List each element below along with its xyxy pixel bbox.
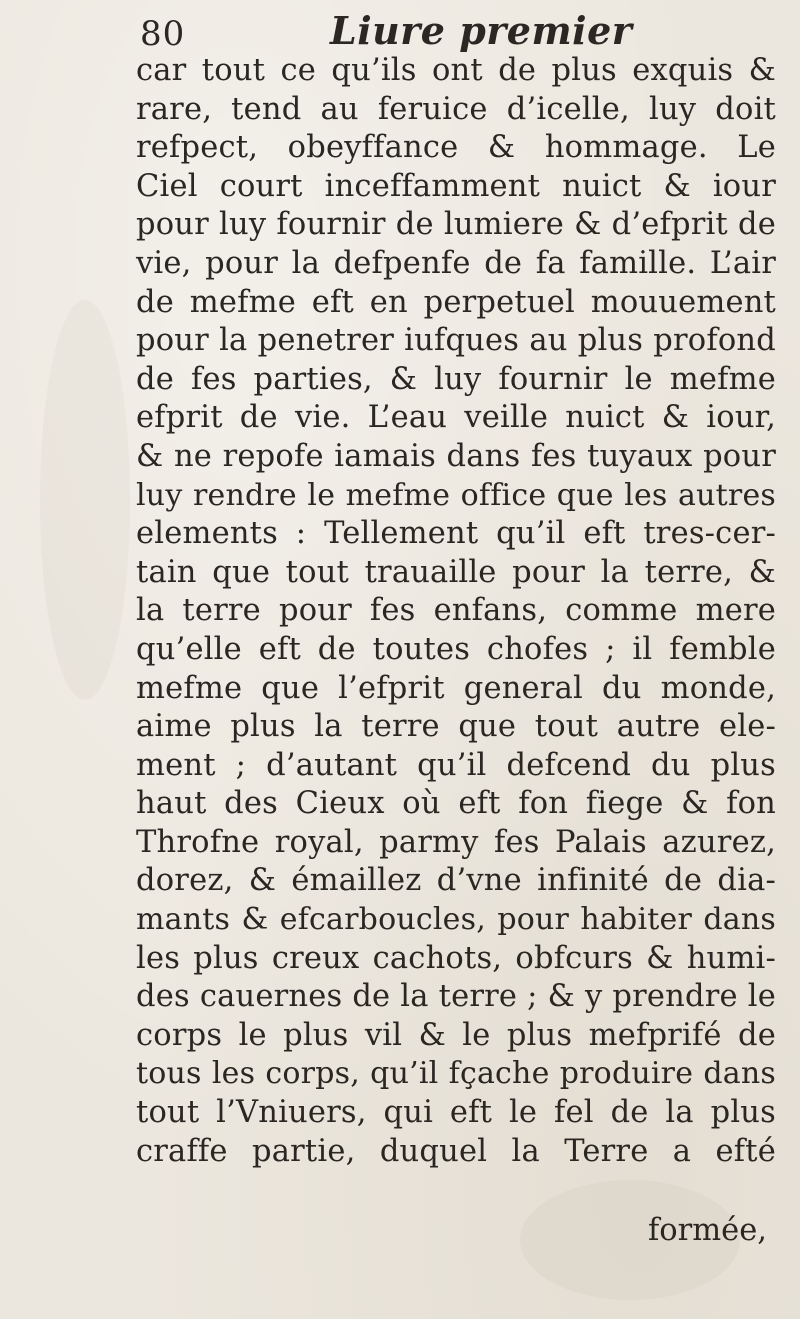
text-line: elements : Tellement qu’il eft tres-cer- (136, 516, 776, 552)
body-text (136, 52, 776, 1171)
text-line: refpect, obeyffance & hommage. Le (136, 130, 776, 166)
text-line: ment ; d’autant qu’il defcend du plus (136, 747, 776, 783)
text-line: car tout ce qu’ils ont de plus exquis & (136, 53, 776, 88)
text-line: mants & efcarboucles, pour habiter dans (136, 902, 776, 938)
text-line: la terre pour fes enfans, comme mere (136, 593, 776, 629)
text-line: tain que tout trauaille pour la terre, & (136, 554, 776, 590)
text-line: corps le plus vil & le plus mefprifé de (136, 1017, 776, 1053)
page-number: 80 (140, 14, 186, 54)
text-line: luy rendre le mefme office que les autres (136, 477, 776, 513)
text-line: des cauernes de la terre ; & y prendre le (136, 979, 776, 1015)
text-line: tous les corps, qu’il fçache produire dans (136, 1056, 776, 1092)
text-line: qu’elle eft de toutes chofes ; il femble (136, 631, 776, 667)
text-line: Throfne royal, parmy fes Palais azurez, (136, 824, 776, 860)
text-line: haut des Cieux où eft fon fiege & fon (136, 786, 776, 822)
text-line: pour la penetrer iufques au plus profond (136, 323, 776, 359)
text-line: vie, pour la defpenfe de fa famille. L’air (136, 245, 776, 281)
text-line: rare, tend au feruice d’icelle, luy doit (136, 91, 776, 127)
text-line: tout l’Vniuers, qui eft le fel de la plus (136, 1095, 776, 1131)
text-line: craffe partie, duquel la Terre a efté (136, 1133, 776, 1169)
text-line: Ciel court inceffamment nuict & iour (136, 168, 776, 204)
text-line: dorez, & émaillez d’vne infinité de dia- (136, 863, 776, 899)
running-head: Liure premier (330, 8, 633, 53)
text-line: pour luy fournir de lumiere & d’efprit de (136, 207, 776, 243)
paper-stain (40, 300, 130, 700)
text-line: & ne repofe iamais dans fes tuyaux pour (136, 438, 776, 474)
text-line: de mefme eft en perpetuel mouuement (136, 284, 776, 320)
text-line: de fes parties, & luy fournir le mefme (136, 361, 776, 397)
catchword: formée, (648, 1213, 767, 1248)
text-line: mefme que l’efprit general du monde, (136, 670, 776, 706)
text-line: les plus creux cachots, obfcurs & humi- (136, 940, 776, 976)
text-line: aime plus la terre que tout autre ele- (136, 709, 776, 745)
text-line: efprit de vie. L’eau veille nuict & iour, (136, 400, 776, 436)
